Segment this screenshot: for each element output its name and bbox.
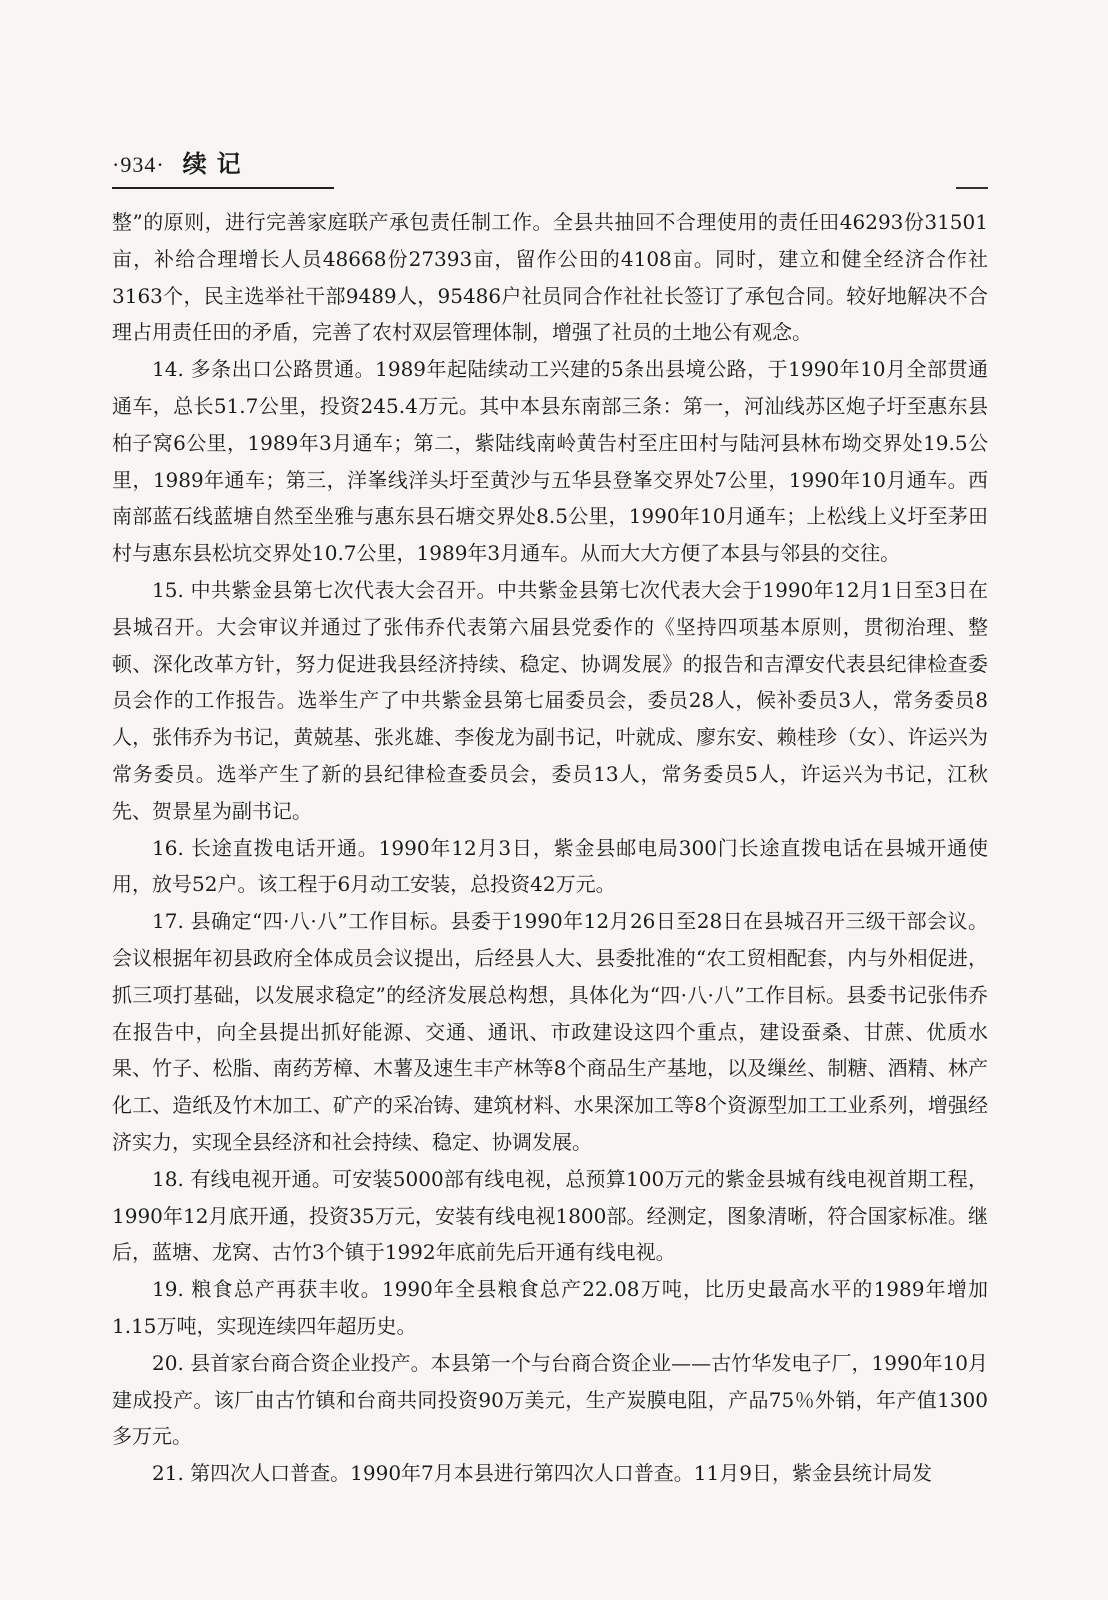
right-header-rule xyxy=(956,187,988,189)
paragraph-19-grain: 19. 粮食总产再获丰收。1990年全县粮食总产22.08万吨，比历史最高水平的1989年增加1.15万吨，实现连续四年超历史。 xyxy=(112,1277,988,1338)
header-rule xyxy=(112,187,334,189)
section-title: 续记 xyxy=(182,149,251,178)
paragraph-18-cable-tv: 18. 有线电视开通。可安装5000部有线电视，总预算100万元的紫金县城有线电视首期工程，1990年12月底开通，投资35万元，安装有线电视1800部。经测定，图象清晰，符合国家标准。继后，蓝塘、龙窝、古竹3个镇于1992年底前先后开通有线电视。 xyxy=(112,1166,988,1265)
paragraph-17-work-goals: 17. 县确定“四·八·八”工作目标。县委于1990年12月26日至28日在县城召开三级干部会议。会议根据年初县政府全体成员会议提出，后经县人大、县委批准的“农工贸相配套，内与外相促进，抓三项打基础，以发展求稳定”的经济发展总构想，具体化为“四·八·八”工作目标。县委书记张伟乔在报告中，向全县提出抓好能源、交通、通讯、市政建设这四个重点，建设蚕桑、甘蔗、优质水果、竹子、松脂、南药芳樟、木薯及速生丰产林等8个商品生产基地，以及缫丝、制糖、酒精、林产化工、造纸及竹木加工、矿产的采冶铸、建筑材料、水果深加工等8个资源型加工工业系列，增强经济实力，实现全县经济和社会持续、稳定、协调发展。 xyxy=(112,909,988,1154)
paragraph-16-telephone: 16. 长途直拨电话开通。1990年12月3日，紫金县邮电局300门长途直拨电话在县城开通使用，放号52户。该工程于6月动工安装，总投资42万元。 xyxy=(112,835,988,897)
paragraph-15-congress: 15. 中共紫金县第七次代表大会召开。中共紫金县第七次代表大会于1990年12月1日至3日在县城召开。大会审议并通过了张伟乔代表第六届县党委作的《坚持四项基本原则，贯彻治理、整顿、深化改革方针，努力促进我县经济持续、稳定、协调发展》的报告和吉潭安代表县纪律检查委员会作的工作报告。选举生产了中共紫金县第七届委员会，委员28人，候补委员3人，常务委员8人，张伟乔为书记，黄兢基、张兆雄、李俊龙为副书记，叶就成、廖东安、赖桂珍（女）、许运兴为常务委员。选举产生了新的县纪律检查委员会，委员13人，常务委员5人，许运兴为书记，江秋先、贺景星为副书记。 xyxy=(112,577,988,823)
body-text xyxy=(112,204,988,1492)
page-header xyxy=(112,146,332,184)
paragraph-14-roads: 14. 多条出口公路贯通。1989年起陆续动工兴建的5条出县境公路，于1990年10月全部贯通通车，总长51.7公里，投资245.4万元。其中本县东南部三条：第一，河汕线苏区炮子圩至惠东县柏子窝6公里，1989年3月通车；第二，紫陆线南岭黄告村至庄田村与陆河县林布坳交界处19.5公里，1989年通车；第三，洋峯线洋头圩至黄沙与五华县登峯交界处7公里，1990年10月通车。西南部蓝石线蓝塘自然至坐雅与惠东县石塘交界处8.5公里，1990年10月通车；上松线上义圩至茅田村与惠东县松坑交界处10.7公里，1989年3月通车。从而大大方便了本县与邻县的交往。 xyxy=(112,357,988,566)
page-number: ·934· xyxy=(112,152,165,177)
paragraph-20-joint-venture: 20. 县首家台商合资企业投产。本县第一个与台商合资企业——古竹华发电子厂，1990年10月建成投产。该厂由古竹镇和台商共同投资90万美元，生产炭膜电阻，产品75％外销，年产值1300多万元。 xyxy=(112,1350,988,1449)
paragraph-continued: 整”的原则，进行完善家庭联产承包责任制工作。全县共抽回不合理使用的责任田46293份31501亩，补给合理增长人员48668份27393亩，留作公田的4108亩。同时，建立和健全经济合作社3163个，民主选举社干部9489人，95486户社员同合作社社长签订了承包合同。较好地解决不合理占用责任田的矛盾，完善了农村双层管理体制，增强了社员的土地公有观念。 xyxy=(112,210,988,345)
paragraph-21-census: 21. 第四次人口普查。1990年7月本县进行第四次人口普查。11月9日，紫金县统计局发 xyxy=(152,1461,932,1486)
